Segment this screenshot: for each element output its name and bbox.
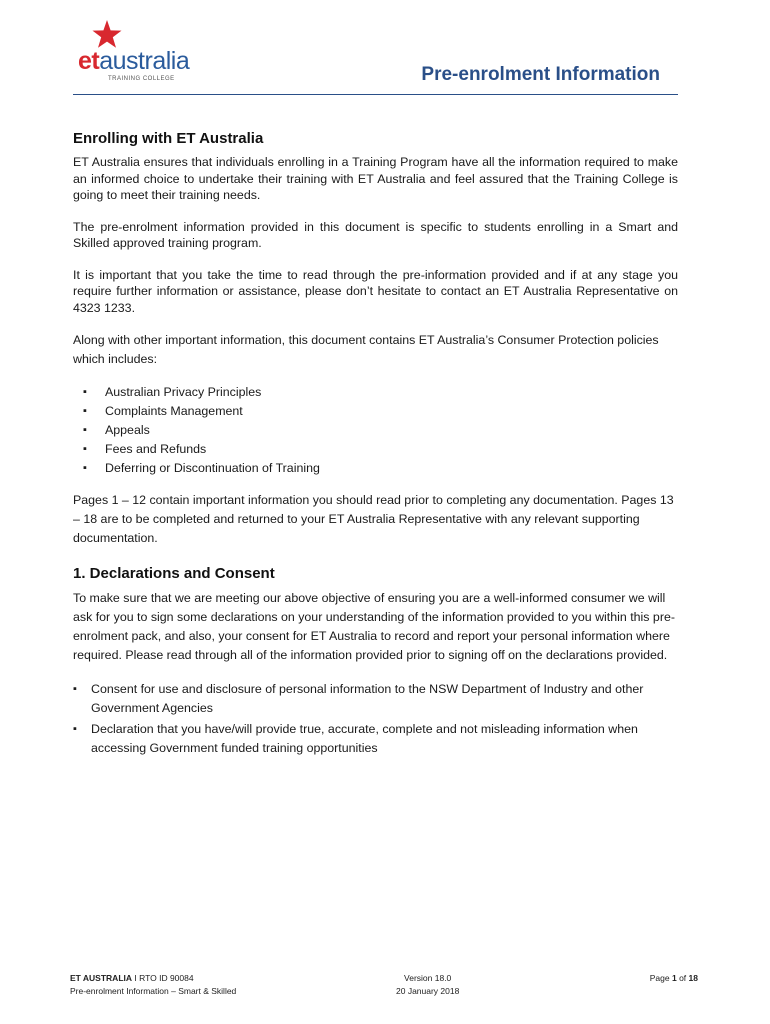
footer-left bbox=[70, 972, 236, 998]
footer-org: ET AUSTRALIA bbox=[70, 973, 133, 983]
logo-wordmark: etaustralia bbox=[78, 47, 190, 75]
list-item: ▪ Fees and Refunds bbox=[83, 441, 678, 458]
list-item: ▪ Complaints Management bbox=[83, 403, 678, 420]
enrolling-heading: Enrolling with ET Australia bbox=[73, 130, 264, 147]
document-body bbox=[73, 128, 678, 760]
page-header-title: Pre-enrolment Information bbox=[421, 64, 660, 85]
header-divider bbox=[73, 94, 678, 95]
footer-doc-title: Pre-enrolment Information – Smart & Skilled bbox=[70, 986, 237, 996]
policies-list bbox=[73, 384, 678, 477]
list-item: ▪ Australian Privacy Principles bbox=[83, 384, 678, 401]
list-item: ▪ Deferring or Discontinuation of Training bbox=[83, 460, 678, 477]
page-footer bbox=[70, 972, 698, 1002]
declarations-paragraph: To make sure that we are meeting our above objective of ensuring you are a well-informed consumer we will ask for you to sign some declarations on your understanding of the information provided to you within this pre-enrolment pack, and also, your consent for ET Australia to record and report your personal information where required. Please read through all of the information provided prior to signing off on the declarations provided. bbox=[73, 590, 675, 662]
footer-date: 20 January 2018 bbox=[396, 986, 460, 996]
enrolling-paragraph-1: ET Australia ensures that individuals enrolling in a Training Program have all the information required to make an informed choice to undertake their training with ET Australia and feel assured that the Training College is going to meet their training needs. bbox=[73, 155, 678, 202]
list-item: ▪ Appeals bbox=[83, 422, 678, 439]
footer-version: Version 18.0 bbox=[404, 973, 452, 983]
et-australia-logo bbox=[78, 20, 190, 80]
enrolling-paragraph-4: Along with other important information, this document contains ET Australia’s Consumer Protection policies which includes: bbox=[73, 333, 659, 366]
enrolling-paragraph-5: Pages 1 – 12 contain important information you should read prior to completing any documentation. Pages 13 – 18 are to be completed and returned to your ET Australia Representative with any relevant supporting documentation. bbox=[73, 492, 674, 545]
enrolling-paragraph-2: The pre-enrolment information provided in this document is specific to students enrolling in a Smart and Skilled approved training program. bbox=[73, 219, 678, 250]
declarations-heading: 1. Declarations and Consent bbox=[73, 564, 275, 582]
logo-subtitle: TRAINING COLLEGE bbox=[108, 76, 175, 82]
declarations-list bbox=[73, 680, 678, 758]
footer-page-number: Page 1 of 18 bbox=[649, 973, 698, 983]
star-icon bbox=[92, 20, 122, 49]
footer-rto: I RTO ID 90084 bbox=[132, 973, 194, 983]
enrolling-paragraph-3: It is important that you take the time to read through the pre-information provided and if at any stage you require further information or assistance, please don’t hesitate to contact an ET Australia Representative on 4323 1233. bbox=[73, 267, 678, 315]
footer-middle bbox=[396, 972, 459, 998]
list-item: ▪ Declaration that you have/will provide true, accurate, complete and not misleading information when accessing Government funded training opportunities bbox=[73, 720, 678, 758]
list-item: ▪ Consent for use and disclosure of personal information to the NSW Department of Industry and other Government Agencies bbox=[73, 680, 678, 718]
